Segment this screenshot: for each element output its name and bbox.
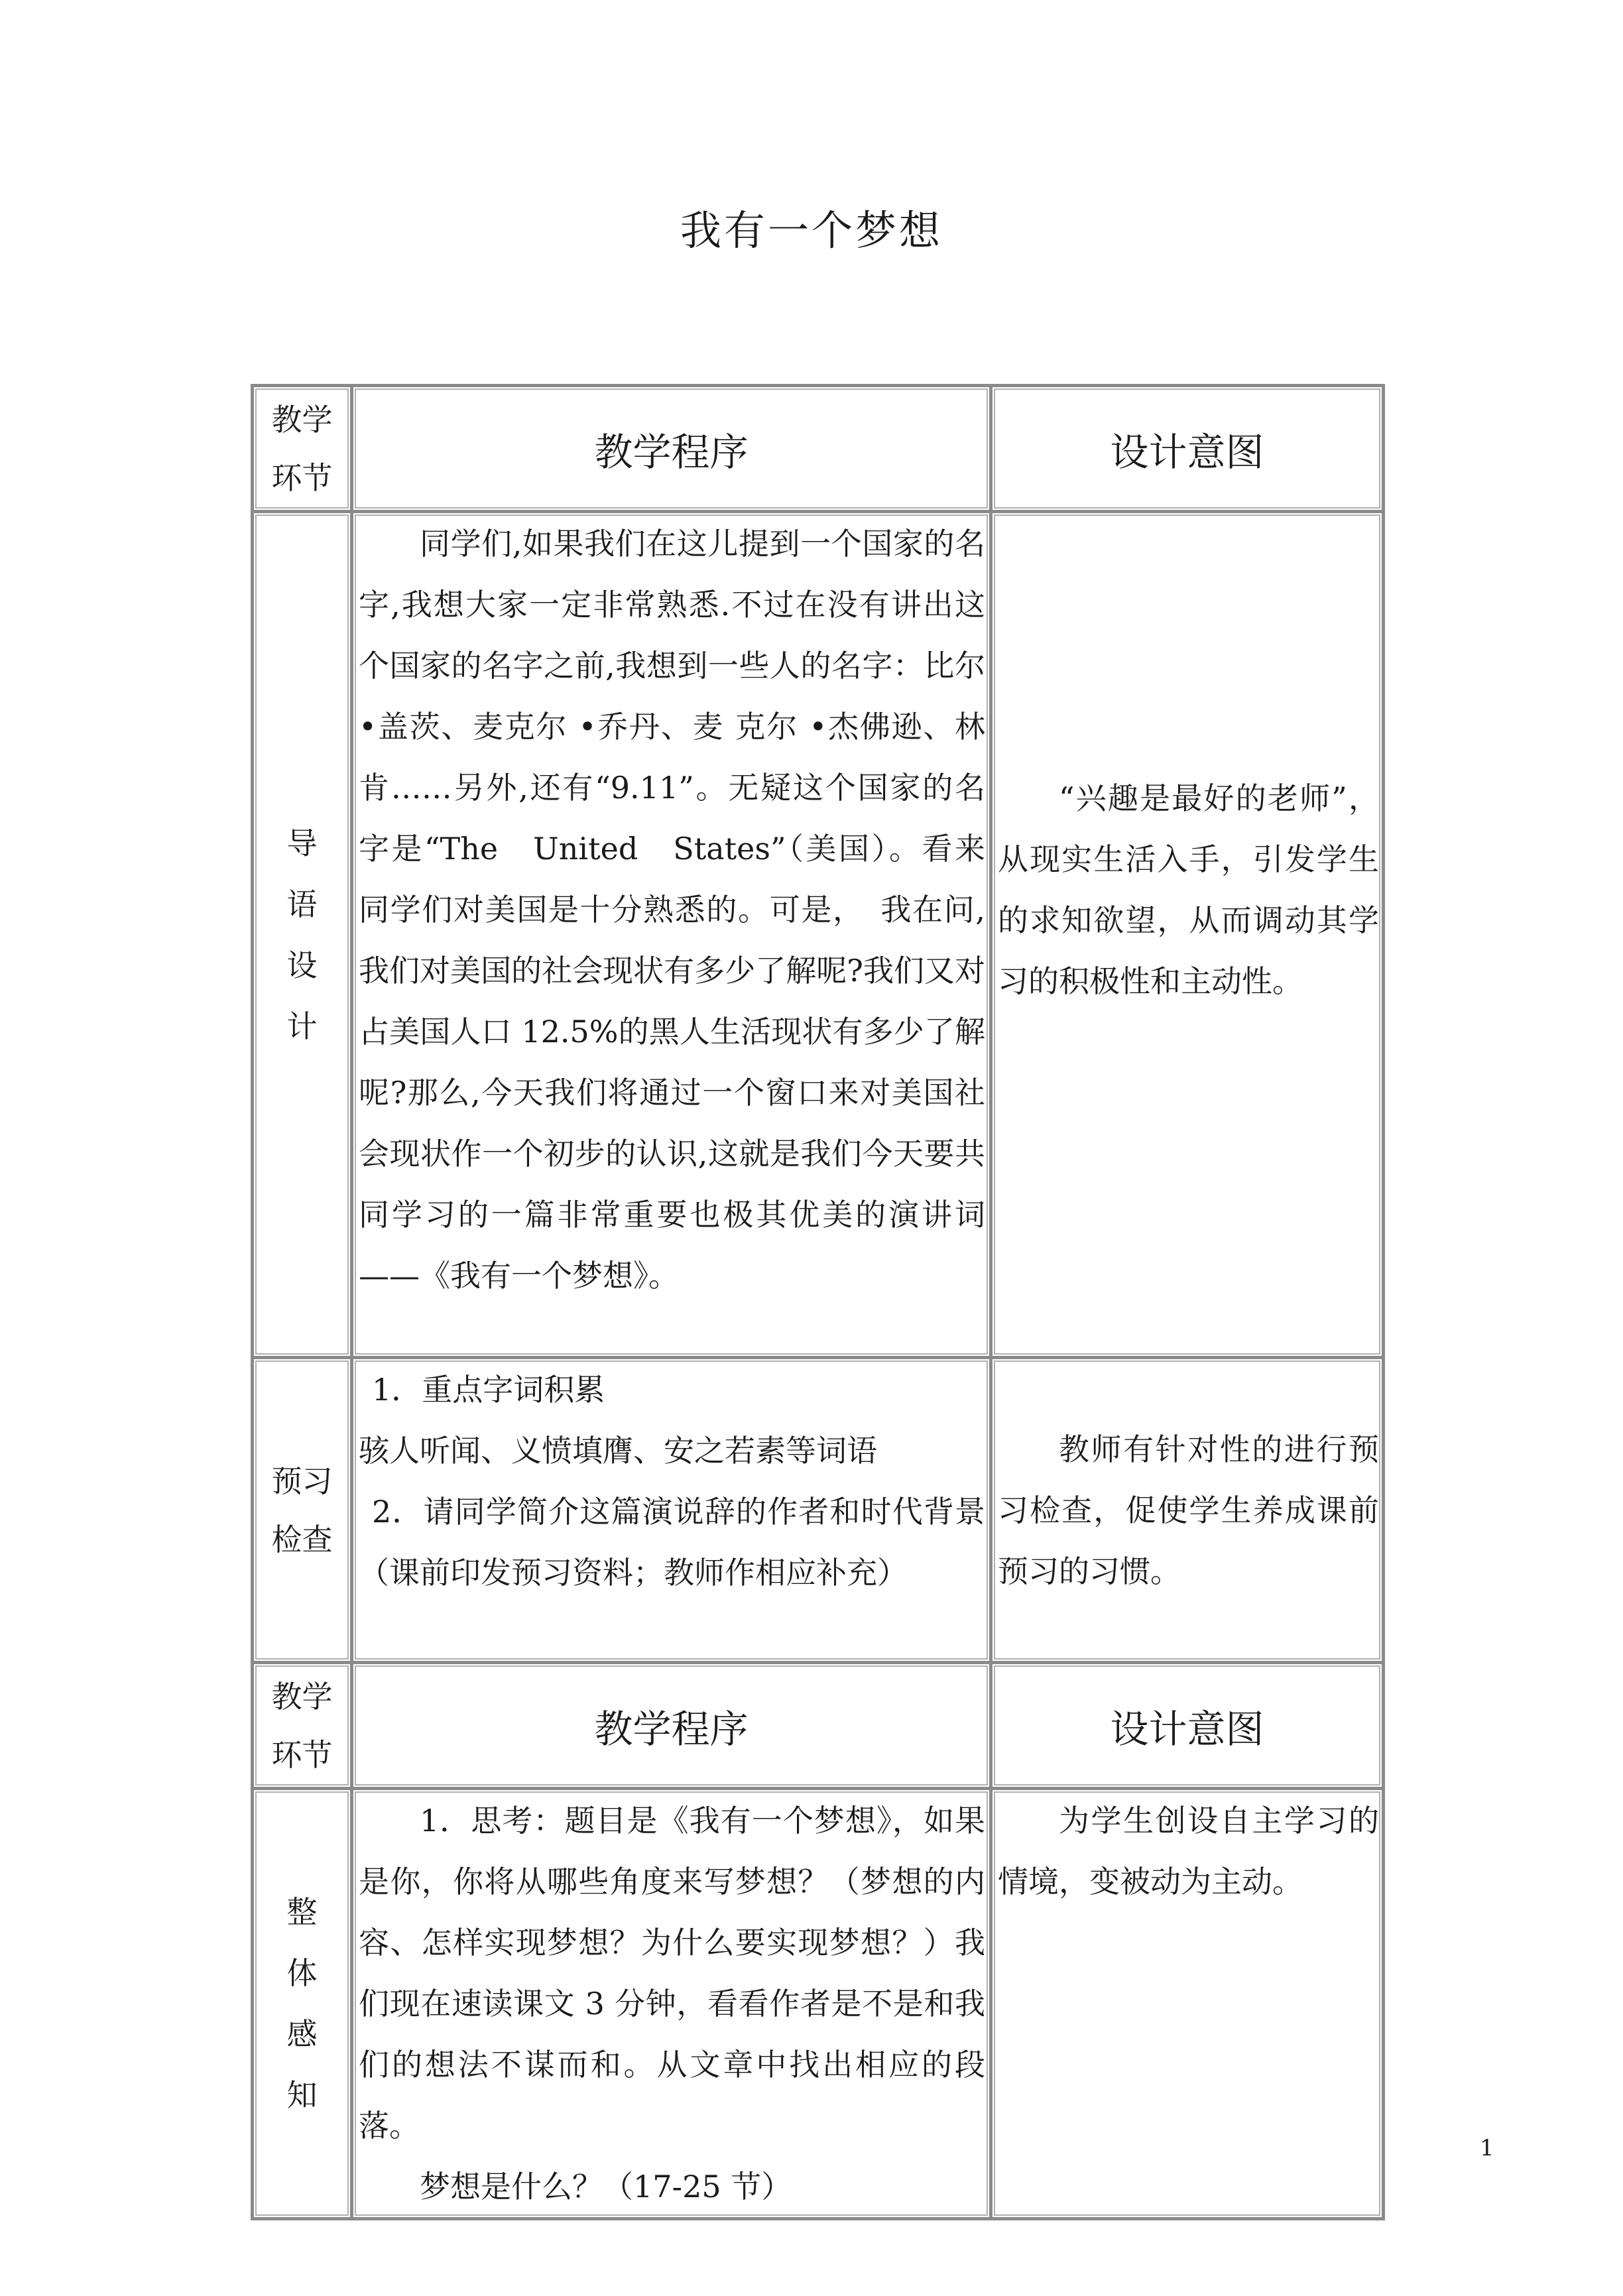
header-intent-label: 设计意图 xyxy=(991,386,1384,512)
intent-header-label: 设计意图 xyxy=(991,1663,1384,1789)
page-title: 我有一个梦想 xyxy=(680,206,943,255)
intent-cell xyxy=(991,1789,1384,2219)
procedure-text: 梦想是什么？（17-25 节） xyxy=(420,2169,792,2205)
stage-label: 教学环节 xyxy=(271,1678,333,1773)
table-header-row xyxy=(253,386,1384,512)
intent-text: “兴趣是最好的老师”，从现实生活入手，引发学生的求知欲望，从而调动其学习的积极性和主动性。 xyxy=(998,780,1379,999)
procedure-text: 同学们,如果我们在这儿提到一个国家的名字,我想大家一定非常熟悉.不过在没有讲出这个国家的名字之前,我想到一些人的名字：比尔 •盖茨、麦克尔 •乔丹、麦 克尔 •杰佛逊、林肯……另外,还有“9.11”。无疑这个国家的名字是“The United States”（美国）。看来同学们对美国是十分熟悉的。可是， 我在问,我们对美国的社会现状有多少了解呢?我们又对占美国人口 12.5%的黑人生活现状有多少了解呢?那么,今天我们将通过一个窗口来对美国社会现状作一个初步的认识,这就是我们今天要共同学习的一篇非常重要也极其优美的演讲词——《我有一个梦想》。 xyxy=(359,526,985,1294)
procedure-text: 1．重点字词积累 xyxy=(372,1372,605,1408)
procedure-text: 1．思考：题目是《我有一个梦想》，如果是你，你将从哪些角度来写梦想？（梦想的内容、怎样实现梦想？为什么要实现梦想？）我们现在速读课文 3 分钟，看看作者是不是和我们的想法不谋而和。从文章中找出相应的段落。 xyxy=(359,1803,985,2144)
header-stage-label: 教学环节 xyxy=(271,401,333,496)
header-procedure-label: 教学程序 xyxy=(352,386,991,512)
stage-label: 预习检查 xyxy=(271,1463,333,1557)
table-row xyxy=(253,1358,1384,1663)
procedure-cell xyxy=(352,1789,991,2219)
stage-cell xyxy=(253,512,352,1358)
table-header-row xyxy=(253,1663,1384,1789)
stage-label: 导语设计 xyxy=(286,825,318,1044)
intent-text: 教师有针对性的进行预习检查，促使学生养成课前预习的习惯。 xyxy=(998,1431,1379,1589)
procedure-cell xyxy=(352,1358,991,1663)
stage-cell xyxy=(253,1663,352,1789)
table-row xyxy=(253,512,1384,1358)
stage-cell xyxy=(253,1789,352,2219)
procedure-text: 骇人听闻、义愤填膺、安之若素等词语 xyxy=(359,1433,877,1469)
table-row xyxy=(253,1789,1384,2219)
lesson-plan-table xyxy=(251,384,1385,2220)
stage-label: 整体感知 xyxy=(286,1894,318,2113)
procedure-text: 2．请同学简介这篇演说辞的作者和时代背景（课前印发预习资料；教师作相应补充） xyxy=(359,1494,985,1591)
procedure-header-label: 教学程序 xyxy=(352,1663,991,1789)
page-number: 1 xyxy=(1480,2135,1494,2161)
stage-cell xyxy=(253,1358,352,1663)
procedure-cell xyxy=(352,512,991,1358)
intent-cell xyxy=(991,1358,1384,1663)
intent-text: 为学生创设自主学习的情境，变被动为主动。 xyxy=(998,1803,1379,1900)
intent-cell xyxy=(991,512,1384,1358)
header-stage-cell xyxy=(253,386,352,512)
